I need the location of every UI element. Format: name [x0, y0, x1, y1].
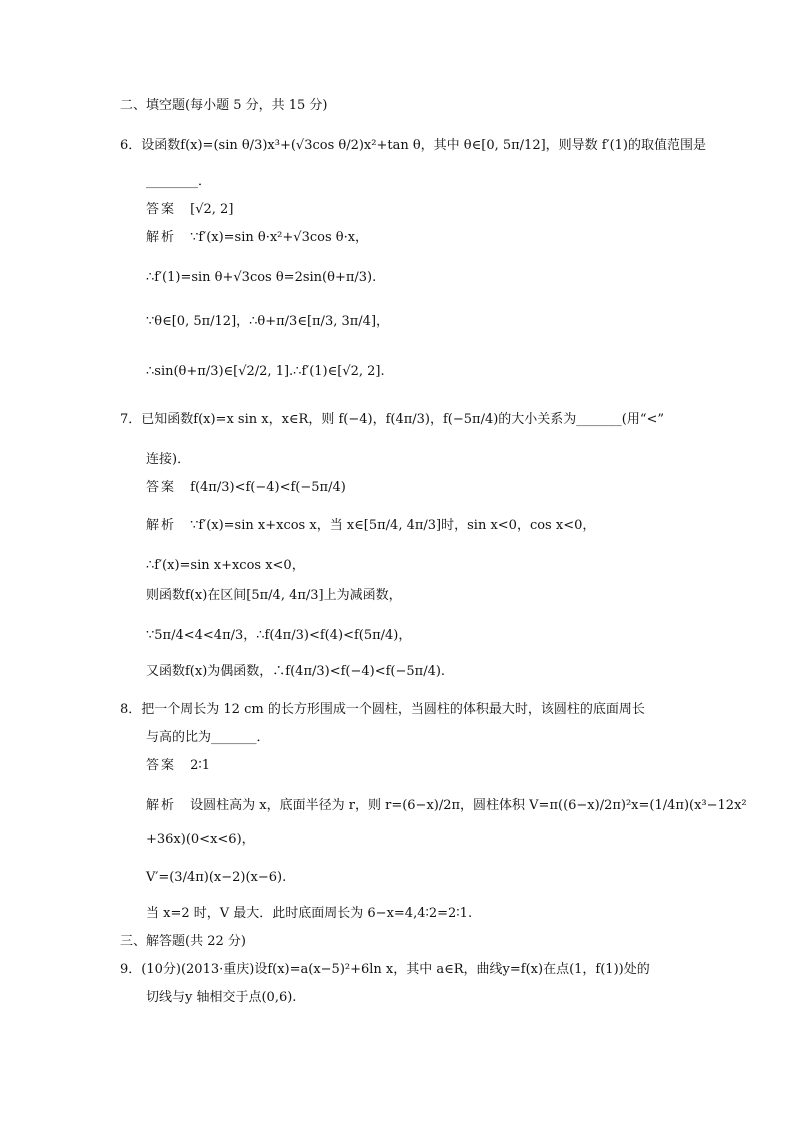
answer-value: f(4π/3)<f(−4)<f(−5π/4) [190, 480, 346, 495]
question-8-answer [146, 756, 210, 776]
question-6-solution-1 [146, 228, 368, 248]
question-6-answer [146, 200, 233, 220]
question-6-solution-3: ∵θ∈[0, 5π/12]，∴θ+π/3∈[π/3, 3π/4]， [146, 314, 390, 329]
question-6-solution-4: ∴sin(θ+π/3)∈[√2/2, 1].∴f′(1)∈[√2, 2]. [146, 364, 385, 379]
solution-text: ∵f′(x)=sin θ·x²+√3cos θ·x， [190, 230, 369, 245]
solution-text: ∵f′(x)=sin x+xcos x，当 x∈[5π/4, 4π/3]时，sin x<0，cos x<0， [190, 518, 596, 533]
question-9-stem-2: 切线与y 轴相交于点(0,6). [146, 990, 297, 1005]
question-7-solution-3: 则函数f(x)在区间[5π/4, 4π/3]上为减函数， [146, 588, 402, 603]
question-8-solution-1 [146, 796, 747, 816]
solution-label: 解析 [146, 518, 177, 533]
question-7-solution-1 [146, 516, 595, 536]
answer-label: 答案 [146, 202, 177, 217]
answer-value: 2∶1 [190, 758, 211, 773]
question-7-answer [146, 478, 346, 498]
answer-value: [√2, 2] [190, 202, 234, 217]
question-8-stem: 8．把一个周长为 12 cm 的长方形围成一个圆柱，当圆柱的体积最大时，该圆柱的底面周长 [120, 702, 645, 717]
question-7-solution-5: 又函数f(x)为偶函数，∴f(4π/3)<f(−4)<f(−5π/4). [146, 664, 446, 679]
question-7-stem: 7．已知函数f(x)=x sin x，x∈R，则 f(−4)，f(4π/3)，f(−5π/4)的大小关系为_______(用“<” [120, 412, 665, 427]
question-7-solution-4: ∵5π/4<4<4π/3，∴f(4π/3)<f(4)<f(5π/4)， [146, 628, 412, 643]
question-8-solution-2: +36x)(0<x<6)， [146, 832, 255, 847]
solution-label: 解析 [146, 798, 177, 813]
question-7-stem-2: 连接)． [146, 452, 191, 467]
question-6-stem: 6．设函数f(x)=(sin θ/3)x³+(√3cos θ/2)x²+tan θ，其中 θ∈[0, 5π/12]，则导数 f′(1)的取值范围是 [120, 138, 706, 153]
question-9-stem: 9．(10分)(2013·重庆)设f(x)=a(x−5)²+6ln x，其中 a∈R，曲线y=f(x)在点(1，f(1))处的 [120, 962, 650, 977]
section-3-heading: 三、解答题(共 22 分) [120, 934, 246, 949]
section-2-heading: 二、填空题(每小题 5 分，共 15 分) [120, 98, 328, 113]
solution-text: 设圆柱高为 x，底面半径为 r，则 r=(6−x)/2π，圆柱体积 V=π((6−x)/2π)²x=(1/4π)(x³−12x² [190, 798, 747, 813]
answer-label: 答案 [146, 480, 177, 495]
question-6-solution-2: ∴f′(1)=sin θ+√3cos θ=2sin(θ+π/3). [146, 270, 377, 285]
question-6-stem-blank: ________． [146, 174, 212, 189]
question-8-stem-2: 与高的比为_______． [146, 730, 270, 745]
question-8-solution-4: 当 x=2 时，V 最大．此时底面周长为 6−x=4,4∶2=2∶1. [146, 906, 473, 921]
answer-label: 答案 [146, 758, 177, 773]
question-8-solution-3: V′=(3/4π)(x−2)(x−6). [146, 870, 287, 885]
solution-label: 解析 [146, 230, 177, 245]
question-7-solution-2: ∴f′(x)=sin x+xcos x<0， [146, 558, 305, 573]
